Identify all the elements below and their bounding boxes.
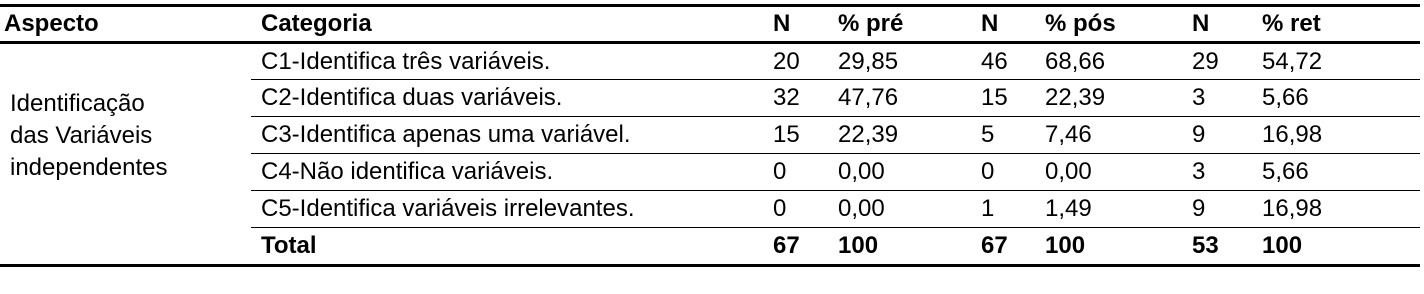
header-n-pre: N (763, 6, 828, 43)
table-row (0, 43, 1420, 80)
categoria-cell: C5-Identifica variáveis irrelevantes. (251, 191, 763, 228)
n-ret-cell: 3 (1182, 80, 1252, 117)
total-pct-pos: 100 (1035, 228, 1182, 266)
total-pct-pre: 100 (828, 228, 971, 266)
pct-pos-cell: 68,66 (1045, 47, 1106, 75)
header-pct-pos: % pós (1035, 6, 1182, 43)
pct-ret-cell: 16,98 (1252, 191, 1420, 228)
header-row (0, 6, 1420, 43)
total-label: Total (251, 228, 763, 266)
header-categoria: Categoria (251, 6, 763, 43)
total-n-pre: 67 (763, 228, 828, 266)
header-n-ret: N (1182, 6, 1252, 43)
n-pre-cell: 0 (763, 154, 828, 191)
pct-pos-cell: 7,46 (1035, 117, 1182, 154)
pct-pos-cell: 22,39 (1035, 80, 1182, 117)
header-pct-pre: % pré (828, 6, 971, 43)
header-aspecto: Aspecto (0, 6, 251, 43)
pct-ret-cell: 5,66 (1252, 154, 1420, 191)
categoria-cell: C2-Identifica duas variáveis. (251, 80, 763, 117)
total-n-pos: 67 (971, 228, 1035, 266)
pct-pre-cell: 0,00 (828, 154, 971, 191)
pct-pre-cell: 0,00 (828, 191, 971, 228)
pct-ret-cell: 54,72 (1262, 47, 1323, 75)
n-ret-cell: 9 (1182, 117, 1252, 154)
total-row (0, 228, 1420, 266)
n-pos-cell: 46 (981, 47, 1008, 75)
results-table-container (0, 4, 1424, 267)
pct-ret-cell: 16,98 (1252, 117, 1420, 154)
n-pos-cell: 1 (971, 191, 1035, 228)
pct-pos-cell: 1,49 (1035, 191, 1182, 228)
total-pct-ret: 100 (1252, 228, 1420, 266)
aspect-line-1: Identificação (10, 89, 145, 117)
n-pos-cell: 5 (971, 117, 1035, 154)
n-pre-cell: 20 (773, 47, 800, 75)
total-aspect-blank (0, 228, 251, 266)
pct-pre-cell: 29,85 (838, 47, 899, 75)
n-ret-cell: 29 (1192, 47, 1219, 75)
header-pct-ret: % ret (1252, 6, 1420, 43)
categoria-cell: C1-Identifica três variáveis. (261, 47, 551, 75)
n-pos-cell: 0 (971, 154, 1035, 191)
header-n-pos: N (971, 6, 1035, 43)
total-n-ret: 53 (1182, 228, 1252, 266)
pct-pre-cell: 22,39 (828, 117, 971, 154)
results-table (0, 4, 1420, 267)
aspect-line-3: independentes (10, 153, 168, 181)
aspect-line-2: das Variáveis (10, 121, 153, 149)
n-pre-cell: 15 (763, 117, 828, 154)
n-ret-cell: 3 (1182, 154, 1252, 191)
categoria-cell: C3-Identifica apenas uma variável. (251, 117, 763, 154)
pct-pre-cell: 47,76 (828, 80, 971, 117)
aspect-cell (0, 43, 251, 228)
pct-ret-cell: 5,66 (1252, 80, 1420, 117)
n-pre-cell: 0 (763, 191, 828, 228)
categoria-cell: C4-Não identifica variáveis. (251, 154, 763, 191)
n-ret-cell: 9 (1182, 191, 1252, 228)
n-pos-cell: 15 (971, 80, 1035, 117)
n-pre-cell: 32 (763, 80, 828, 117)
pct-pos-cell: 0,00 (1035, 154, 1182, 191)
